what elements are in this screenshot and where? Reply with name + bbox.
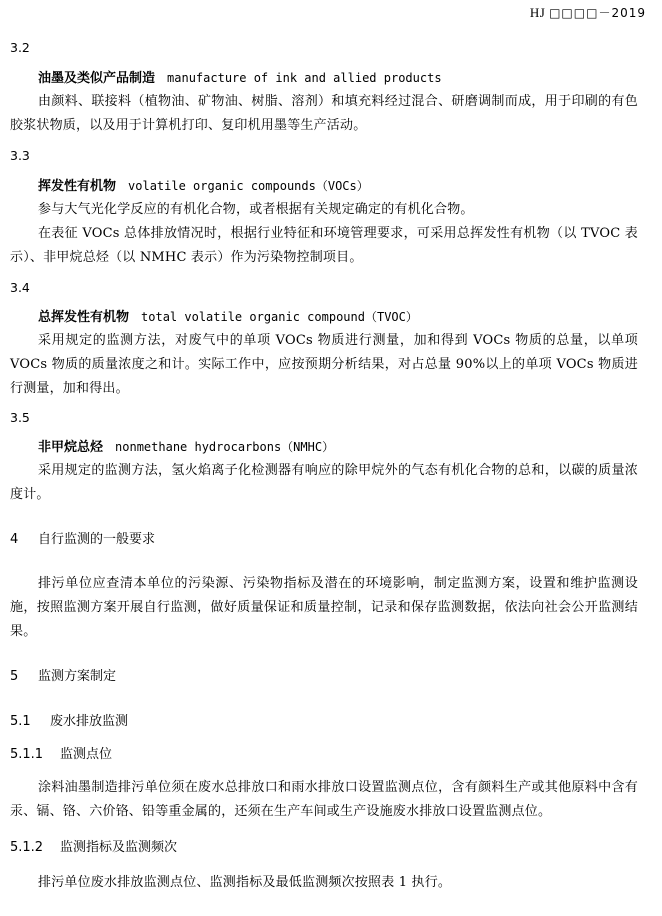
section-heading-5 bbox=[10, 665, 638, 689]
heading-number: 4 bbox=[10, 532, 19, 547]
heading-title: 监测指标及监测频次 bbox=[60, 840, 178, 855]
definition-3-4: 采用规定的监测方法，对废气中的单项 VOCs 物质进行测量，加和得到 VOCs 物质的总量，以单项 VOCs 物质的质量浓度之和计。实际工作中，应按预期分析结果，对占总量 90%以上的单项 VOCs 物质进行测量，加和得出。 bbox=[10, 333, 638, 396]
term-en: nonmethane hydrocarbons（NMHC） bbox=[115, 440, 335, 454]
heading-title: 自行监测的一般要求 bbox=[38, 532, 156, 547]
standard-prefix: HJ bbox=[529, 5, 546, 20]
heading-title: 监测点位 bbox=[60, 747, 113, 762]
term-en: volatile organic compounds（VOCs） bbox=[128, 179, 369, 193]
page-header bbox=[530, 4, 646, 21]
term-cn: 油墨及类似产品制造 bbox=[38, 71, 156, 86]
term-cn: 挥发性有机物 bbox=[38, 179, 117, 194]
section-heading-4 bbox=[10, 528, 638, 552]
note-3-3: 在表征 VOCs 总体排放情况时，根据行业特征和环境管理要求，可采用总挥发性有机物（以 TVOC 表示）、非甲烷总烃（以 NMHC 表示）作为污染物控制项目。 bbox=[10, 226, 638, 265]
clause-number-3-4: 3.4 bbox=[10, 280, 30, 295]
paragraph-5-1-2: 排污单位废水排放监测点位、监测指标及最低监测频次按照表 1 执行。 bbox=[38, 875, 452, 890]
paragraph-5-1-1: 涂料油墨制造排污单位须在废水总排放口和雨水排放口设置监测点位，含有颜料生产或其他原料中含有汞、镉、铬、六价铬、铅等重金属的，还须在生产车间或生产设施废水排放口设置监测点位。 bbox=[10, 780, 638, 819]
standard-code: □□□□－2019 bbox=[549, 6, 646, 20]
heading-title: 废水排放监测 bbox=[50, 714, 129, 729]
term-en: manufacture of ink and allied products bbox=[167, 71, 442, 85]
section-heading-5-1 bbox=[10, 710, 638, 734]
definition-3-5: 采用规定的监测方法，氢火焰离子化检测器有响应的除甲烷外的气态有机化合物的总和，以碳的质量浓度计。 bbox=[10, 463, 638, 502]
paragraph-4: 排污单位应查清本单位的污染源、污染物指标及潜在的环境影响，制定监测方案，设置和维护监测设施，按照监测方案开展自行监测，做好质量保证和质量控制，记录和保存监测数据，依法向社会公开监测结果。 bbox=[10, 576, 638, 639]
heading-number: 5.1.2 bbox=[10, 840, 44, 855]
section-heading-5-1-1 bbox=[10, 743, 638, 767]
term-cn: 总挥发性有机物 bbox=[38, 310, 130, 325]
section-heading-5-1-2 bbox=[10, 836, 638, 860]
term-3-2 bbox=[38, 66, 662, 91]
heading-number: 5.1.1 bbox=[10, 747, 44, 762]
heading-number: 5 bbox=[10, 669, 19, 684]
term-cn: 非甲烷总烃 bbox=[38, 440, 104, 455]
clause-number-3-5: 3.5 bbox=[10, 410, 30, 425]
term-en: total volatile organic compound（TVOC） bbox=[141, 310, 418, 324]
heading-title: 监测方案制定 bbox=[38, 669, 117, 684]
definition-3-2: 由颜料、联接料（植物油、矿物油、树脂、溶剂）和填充料经过混合、研磨调制而成，用于印刷的有色胶浆状物质，以及用于计算机打印、复印机用墨等生产活动。 bbox=[10, 94, 638, 133]
definition-3-3: 参与大气光化学反应的有机化合物，或者根据有关规定确定的有机化合物。 bbox=[38, 202, 474, 217]
term-3-4 bbox=[38, 305, 662, 330]
term-3-5 bbox=[38, 435, 662, 460]
term-3-3 bbox=[38, 174, 662, 199]
heading-number: 5.1 bbox=[10, 714, 31, 729]
clause-number-3-3: 3.3 bbox=[10, 148, 30, 163]
clause-number-3-2: 3.2 bbox=[10, 40, 30, 55]
